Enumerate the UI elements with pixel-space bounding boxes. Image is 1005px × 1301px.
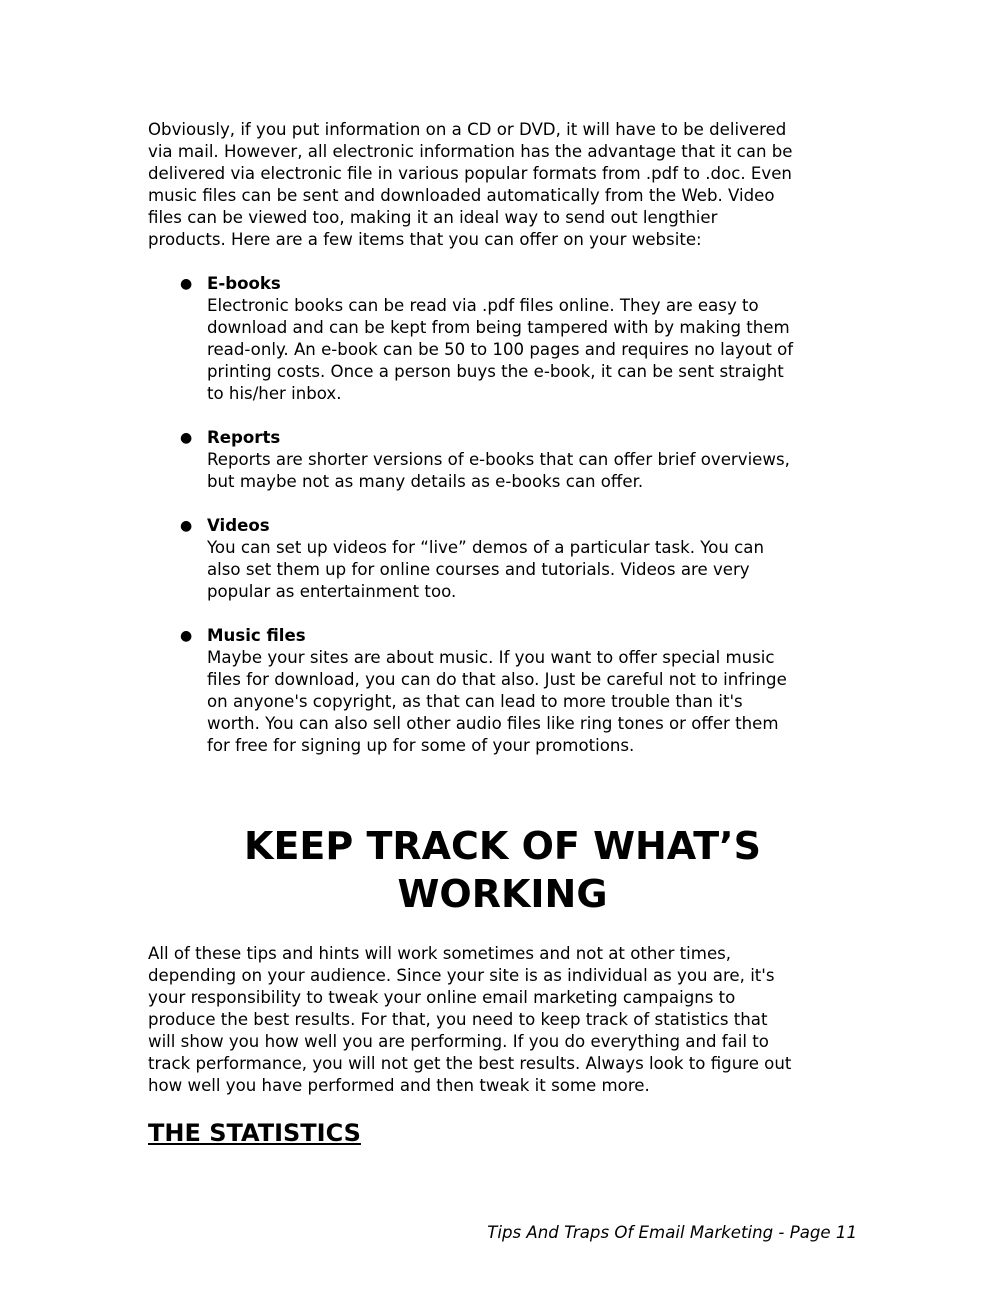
- text-line: Reports are shorter versions of e-books that can offer brief overviews,: [207, 450, 790, 469]
- bullet-title: Music files: [207, 626, 306, 645]
- text-line: on anyone's copyright, as that can lead to more trouble than it's: [207, 692, 743, 711]
- section-heading: [0, 822, 1005, 918]
- page-footer: Tips And Traps Of Email Marketing - Page 11: [487, 1223, 857, 1242]
- text-line: via mail. However, all electronic information has the advantage that it can be: [148, 142, 793, 161]
- text-line: but maybe not as many details as e-books can offer.: [207, 472, 644, 491]
- text-line: Electronic books can be read via .pdf files online. They are easy to: [207, 296, 759, 315]
- text-line: Maybe your sites are about music. If you want to offer special music: [207, 648, 775, 667]
- text-line: worth. You can also sell other audio files like ring tones or offer them: [207, 714, 779, 733]
- text-line: for free for signing up for some of your promotions.: [207, 736, 635, 755]
- text-line: delivered via electronic file in various popular formats from .pdf to .doc. Even: [148, 164, 792, 183]
- text-line: files for download, you can do that also. Just be careful not to infringe: [207, 670, 787, 689]
- text-line: produce the best results. For that, you need to keep track of statistics that: [148, 1010, 768, 1029]
- bullet-ebooks: [180, 273, 870, 405]
- bullet-title: Reports: [207, 428, 281, 447]
- text-line: also set them up for online courses and tutorials. Videos are very: [207, 560, 750, 579]
- body-paragraph: [148, 943, 868, 1097]
- subsection-heading: THE STATISTICS: [148, 1119, 361, 1147]
- text-line: how well you have performed and then tweak it some more.: [148, 1076, 650, 1095]
- bullet-music-files: [180, 625, 870, 757]
- text-line: music files can be sent and downloaded automatically from the Web. Video: [148, 186, 775, 205]
- text-line: You can set up videos for “live” demos of a particular task. You can: [207, 538, 764, 557]
- text-line: products. Here are a few items that you can offer on your website:: [148, 230, 702, 249]
- text-line: track performance, you will not get the best results. Always look to figure out: [148, 1054, 792, 1073]
- text-line: to his/her inbox.: [207, 384, 342, 403]
- bullet-title: E-books: [207, 274, 281, 293]
- bullet-icon: ●: [180, 518, 193, 534]
- bullet-title: Videos: [207, 516, 270, 535]
- text-line: your responsibility to tweak your online email marketing campaigns to: [148, 988, 736, 1007]
- bullet-icon: ●: [180, 430, 193, 446]
- intro-paragraph: [148, 119, 868, 251]
- text-line: will show you how well you are performing. If you do everything and fail to: [148, 1032, 769, 1051]
- text-line: All of these tips and hints will work sometimes and not at other times,: [148, 944, 732, 963]
- text-line: printing costs. Once a person buys the e-book, it can be sent straight: [207, 362, 784, 381]
- heading-line: KEEP TRACK OF WHAT’S: [244, 824, 761, 868]
- text-line: depending on your audience. Since your site is as individual as you are, it's: [148, 966, 775, 985]
- bullet-reports: [180, 427, 870, 493]
- text-line: files can be viewed too, making it an ideal way to send out lengthier: [148, 208, 718, 227]
- text-line: read-only. An e-book can be 50 to 100 pages and requires no layout of: [207, 340, 794, 359]
- bullet-icon: ●: [180, 628, 193, 644]
- text-line: Obviously, if you put information on a CD or DVD, it will have to be delivered: [148, 120, 787, 139]
- bullet-icon: ●: [180, 276, 193, 292]
- heading-line: WORKING: [397, 872, 608, 916]
- text-line: popular as entertainment too.: [207, 582, 457, 601]
- bullet-videos: [180, 515, 870, 603]
- text-line: download and can be kept from being tampered with by making them: [207, 318, 790, 337]
